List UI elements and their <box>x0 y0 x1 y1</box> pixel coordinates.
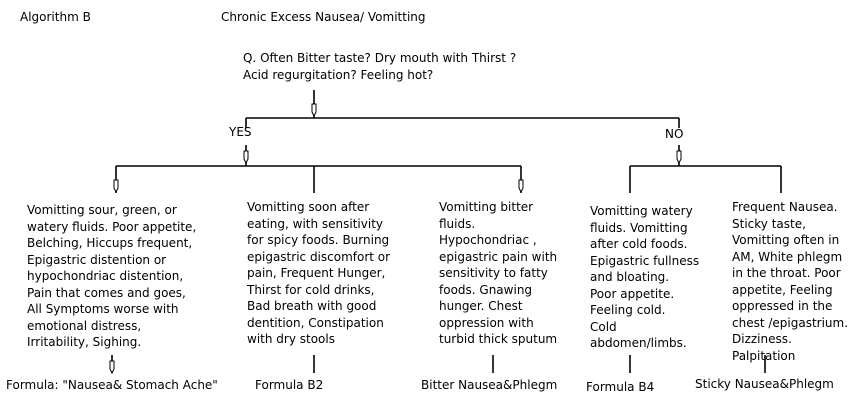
symptom-box-4: Vomitting watery fluids. Vomitting after cold foods. Epigastric fullness and bloating. Poor appetite. Feeling cold. Cold abdomen/limbs. <box>590 204 700 350</box>
screening-question: Q. Often Bitter taste? Dry mouth with Thirst ? Acid regurgitation? Feeling hot? <box>243 51 517 82</box>
symptom-box-3: Vomitting bitter fluids. Hypochondriac , epigastric pain with sensitivity to fatty foods. Gnawing hunger. Chest oppression with turbid thick sputum <box>439 200 558 346</box>
symptom-box-2: Vomitting soon after eating, with sensitivity for spicy foods. Burning epigastric discomfort or pain, Frequent Hunger, Thirst for cold drinks, Bad breath with good dentition, Constipation with dry stools <box>247 200 391 346</box>
formula-label-4: Formula B4 <box>586 380 655 394</box>
no-branch-label: NO <box>665 127 684 141</box>
algorithm-label: Algorithm B <box>20 10 91 24</box>
formula-label-3: Bitter Nausea&Phlegm <box>421 378 558 392</box>
arrowhead-box-3 <box>519 180 523 192</box>
symptom-box-5: Frequent Nausea. Sticky taste, Vomitting often in AM, White phlegm in the throat. Poor appetite, Feeling oppressed in the chest /epigastrium. Dizziness. Palpitation <box>732 200 849 363</box>
formula-label-5: Sticky Nausea&Phlegm <box>695 377 834 391</box>
arrowhead-yes <box>244 151 248 163</box>
formula-label-1: Formula: "Nausea& Stomach Ache" <box>6 378 218 392</box>
diagram-title: Chronic Excess Nausea/ Vomitting <box>221 10 426 24</box>
arrowhead-formula-1 <box>110 361 114 373</box>
yes-branch-label: YES <box>229 125 252 139</box>
formula-label-2: Formula B2 <box>255 378 324 392</box>
arrowhead-question <box>312 104 316 116</box>
arrowhead-no <box>677 151 681 163</box>
arrowhead-box-1 <box>114 180 118 192</box>
symptom-box-1: Vomitting sour, green, or watery fluids. Poor appetite, Belching, Hiccups frequent, Epigastric distention or hypochondriac distention, Pain that comes and goes, All Symptoms worse with emotional distress, Irritability, Sighing. <box>27 203 197 349</box>
